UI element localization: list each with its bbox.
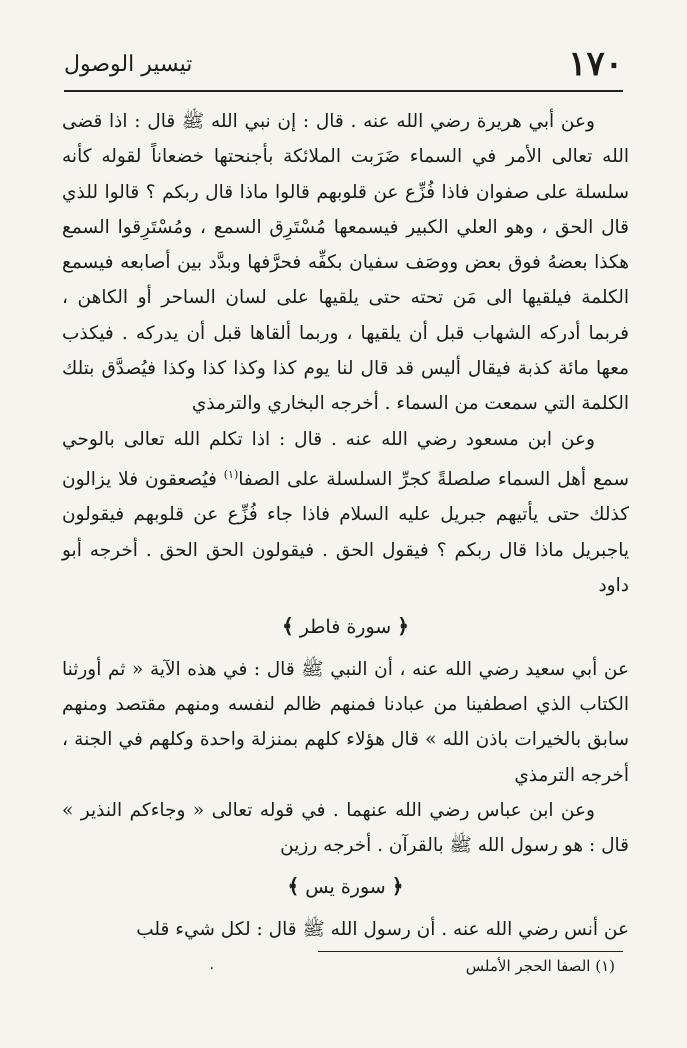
header-rule	[64, 90, 623, 92]
page-header	[64, 40, 623, 88]
hadith-2-text-b: فيُصعقون فلا يزالون كذلك حتى يأتيهم جبريل عليه السلام فاذا جاء فُزِّع عن قلوبهم فيقولون ياجبريل ماذا قال ربكم ؟ فيقول الحق . فيقولون الحق الحق . أخرجه أبو داود	[62, 469, 629, 597]
book-title: تيسير الوصول	[64, 51, 193, 77]
footnote-text: الصفا الحجر الأملس	[465, 957, 591, 975]
ornate-bracket-open: ﴿	[397, 614, 409, 639]
footnote-number: (١)	[595, 957, 615, 975]
footnote-rule	[318, 951, 623, 952]
hadith-2-text-a: وعن ابن مسعود رضي الله عنه . قال : اذا تكلم الله تعالى بالوحي سمع أهل السماء صلصلةً كجرِّ السلسلة على الصفا	[62, 428, 629, 491]
page-body	[62, 104, 629, 947]
stray-mark: ٠	[208, 960, 216, 976]
ornate-bracket-close: ﴾	[287, 874, 300, 899]
surah-heading-fatir	[62, 609, 629, 645]
ornate-bracket-open: ﴿	[391, 874, 404, 899]
hadith-paragraph-4: وعن ابن عباس رضي الله عنهما . في قوله تعالى « وجاءكم النذير » قال : هو رسول الله ﷺ بالقرآن . أخرجه رزين	[62, 799, 629, 857]
hadith-paragraph-5: عن أنس رضي الله عنه . أن رسول الله ﷺ قال : لكل شيء قلب	[136, 918, 629, 940]
surah-name: سورة يس	[305, 876, 386, 899]
hadith-paragraph-1: وعن أبي هريرة رضي الله عنه . قال : إن نبي الله ﷺ قال : اذا قضى الله تعالى الأمر في السماء ضَرَبت الملائكة بأجنحتها خضعاناً لقوله كأنه سلسلة على صفوان فاذا فُزِّع عن قلوبهم قالوا ماذا قال ربكم ؟ قالوا للذي قال الحق ، وهو العلي الكبير فيسمعها مُسْتَرِق السمع ، ومُسْتَرِقوا السمع هكذا بعضهُ فوق بعض ووصَف سفيان بكفِّه فحرَّفها وبدَّد بين أصابعه فيسمع الكلمة فيلقيها الى مَن تحته حتى يلقيها على لسان الساحر أو الكاهن ، فربما أدركه الشهاب قبل أن يلقيها ، وربما ألقاها قبل أن يدركه . فيكذب معها مائة كذبة فيقال أليس قد قال لنا يوم كذا وكذا كذا وكذا فيُصدَّق بتلك الكلمة التي سمعت من السماء . أخرجه البخاري والترمذي	[62, 111, 629, 415]
hadith-paragraph-3: عن أبي سعيد رضي الله عنه ، أن النبي ﷺ قال : في هذه الآية « ثم أورثنا الكتاب الذي اصطفينا من عبادنا فمنهم ظالم لنفسه ومنهم مقتصد ومنهم سابق بالخيرات باذن الله » قال هؤلاء كلهم بمنزلة واحدة وكلهم في الجنة ، أخرجه الترمذي	[62, 658, 629, 786]
surah-name: سورة فاطر	[299, 616, 392, 639]
footnote-reference: (١)	[223, 467, 239, 481]
footnote	[466, 957, 615, 975]
page-number: ١٧٠	[568, 44, 623, 84]
surah-heading-yasin	[62, 869, 629, 905]
hadith-paragraph-2	[62, 422, 629, 604]
ornate-bracket-close: ﴾	[282, 614, 294, 639]
